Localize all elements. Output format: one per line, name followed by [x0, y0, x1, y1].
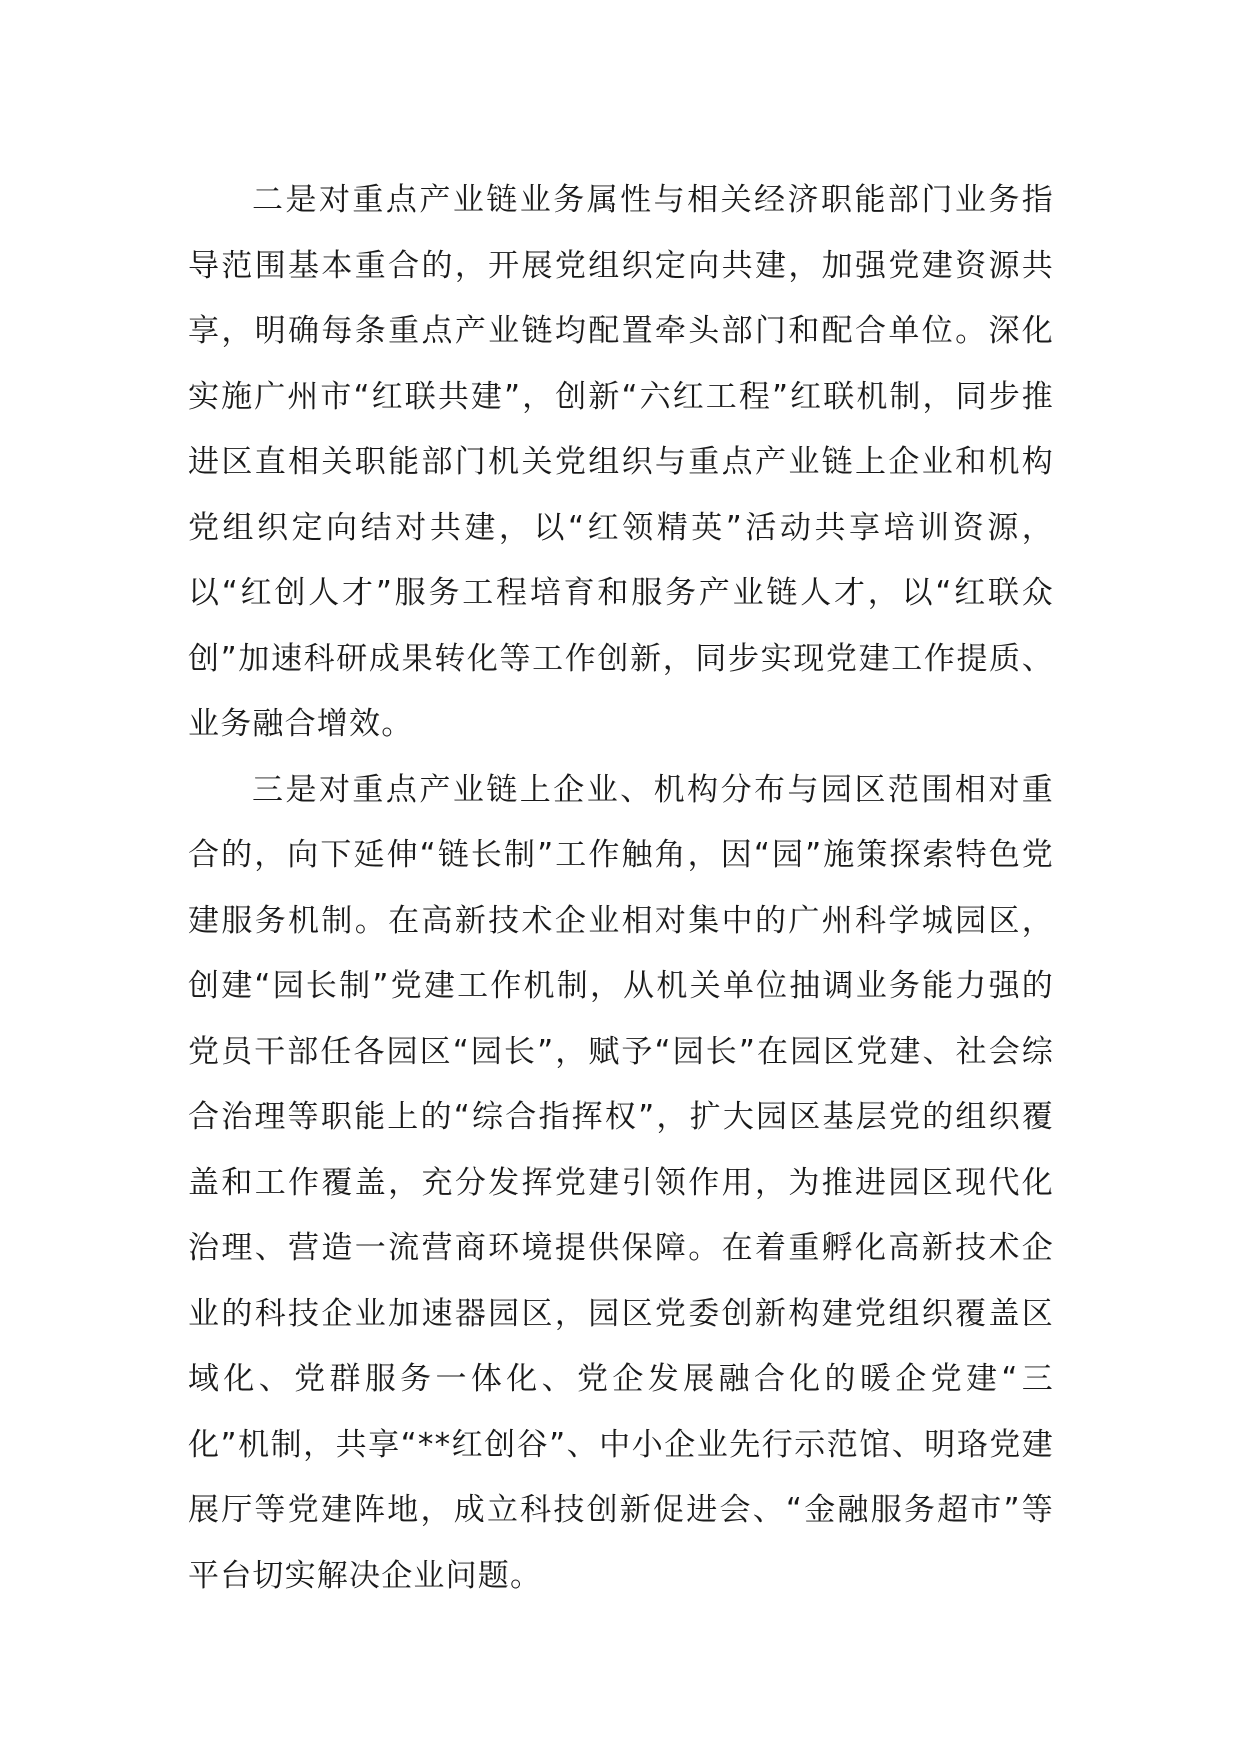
paragraph-3: 三是对重点产业链上企业、机构分布与园区范围相对重合的，向下延伸“链长制”工作触角，因“园”施策探索特色党建服务机制。在高新技术企业相对集中的广州科学城园区，创建“园长制”党建工作机制，从机关单位抽调业务能力强的党员干部任各园区“园长”，赋予“园长”在园区党建、社会综合治理等职能上的“综合指挥权”，扩大园区基层党的组织覆盖和工作覆盖，充分发挥党建引领作用，为推进园区现代化治理、营造一流营商环境提供保障。在着重孵化高新技术企业的科技企业加速器园区，园区党委创新构建党组织覆盖区域化、党群服务一体化、党企发展融合化的暖企党建“三化”机制，共享“**红创谷”、中小企业先行示范馆、明珞党建展厅等党建阵地，成立科技创新促进会、“金融服务超市”等平台切实解决企业问题。 [188, 771, 1054, 1594]
document-body [188, 168, 1054, 1609]
paragraph-2: 二是对重点产业链业务属性与相关经济职能部门业务指导范围基本重合的，开展党组织定向共建，加强党建资源共享，明确每条重点产业链均配置牵头部门和配合单位。深化实施广州市“红联共建”，创新“六红工程”红联机制，同步推进区直相关职能部门机关党组织与重点产业链上企业和机构党组织定向结对共建，以“红领精英”活动共享培训资源，以“红创人才”服务工程培育和服务产业链人才，以“红联众创”加速科研成果转化等工作创新，同步实现党建工作提质、业务融合增效。 [188, 182, 1054, 742]
